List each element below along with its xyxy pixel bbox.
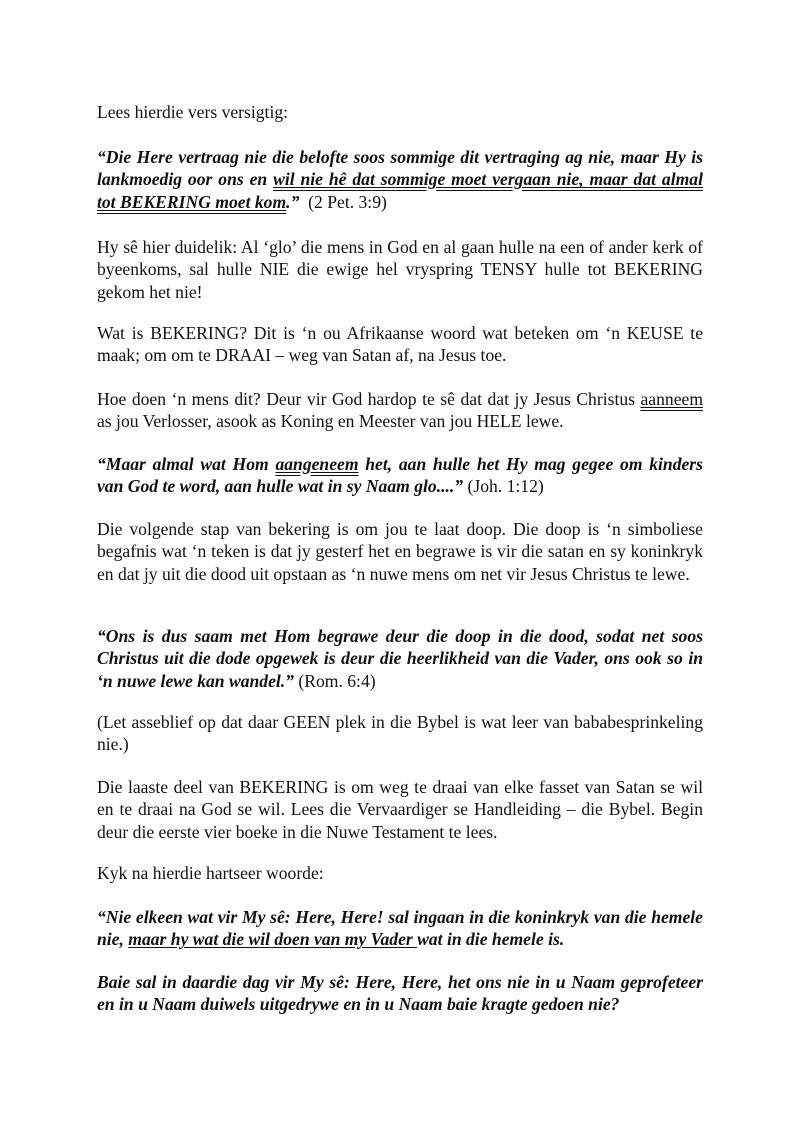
- quote-text: wat in die hemele is.: [417, 929, 565, 950]
- scripture-quote-romans: [97, 625, 703, 692]
- scripture-quote-matthew-1: [97, 906, 703, 951]
- paragraph-definition: Wat is BEKERING? Dit is ‘n ou Afrikaanse woord wat beteken om ‘n KEUSE te maak; om om te DRAAI – weg van Satan af, na Jesus toe.: [97, 323, 703, 366]
- paragraph-note: (Let asseblief op dat daar GEEN plek in die Bybel is wat leer van bababesprinkeling nie.): [97, 712, 703, 755]
- scripture-quote-john: [97, 453, 703, 498]
- quote-text: “Ons is dus saam met Hom begrawe deur die doop in die dood, sodat net soos Christus uit die dode opgewek is deur die heerlikheid van die Vader, ons ook so in ‘n nuwe lewe kan wandel.”: [97, 626, 703, 691]
- scripture-quote-matthew-2: Baie sal in daardie dag vir My sê: Here, Here, het ons nie in u Naam geprofeteer en in u Naam duiwels uitgedrywe en in u Naam baie kragte gedoen nie?: [97, 972, 703, 1015]
- text-segment: as jou Verlosser, asook as Koning en Meester van jou HELE lewe.: [97, 411, 564, 432]
- text-segment: Hoe doen ‘n mens dit? Deur vir God hardop te sê dat dat jy Jesus Christus: [97, 389, 641, 409]
- quote-text: “Nie elkeen wat vir My sê: Here, Here! sal ingaan in die koninkryk van die hemele nie,: [97, 907, 703, 950]
- scripture-quote-2pet: [97, 146, 703, 213]
- quote-text: het, aan hulle het Hy mag gegee om kinders van God te word, aan hulle wat in sy Naam glo....”: [97, 454, 703, 497]
- quote-close: .”: [286, 191, 300, 212]
- paragraph-how: [97, 388, 703, 433]
- paragraph-last-part: Die laaste deel van BEKERING is om weg te draai van elke fasset van Satan se wil en te draai na God se wil. Lees die Vervaardiger se Handleiding – die Bybel. Begin deur die eerste vier boeke in die Nuwe Testament te lees.: [97, 777, 703, 842]
- scripture-reference: (Rom. 6:4): [298, 670, 376, 691]
- scripture-reference: (Joh. 1:12): [467, 476, 544, 497]
- quote-underlined-text: maar hy wat die wil doen van my Vader: [128, 929, 418, 950]
- paragraph-baptism: Die volgende stap van bekering is om jou te laat doop. Die doop is ‘n simboliese begafnis wat ‘n teken is dat jy gesterf het en begrawe is vir die satan en sy koninkryk en dat jy uit die dood uit opstaan as ‘n nuwe mens om net vir Jesus Christus te lewe.: [97, 519, 703, 584]
- quote-underlined-text: wil nie hê dat sommige moet vergaan nie, maar dat almal tot BEKERING moet kom: [97, 169, 703, 212]
- quote-text: “Maar almal wat Hom: [97, 454, 276, 474]
- intro-line: Lees hierdie vers versigtig:: [97, 102, 289, 122]
- paragraph-explanation: Hy sê hier duidelik: Al ‘glo’ die mens in God en al gaan hulle na een of ander kerk of byeenkoms, sal hulle NIE die ewige hel vryspring TENSY hulle tot BEKERING gekom het nie!: [97, 237, 703, 302]
- quote-underlined-text: aangeneem: [275, 454, 359, 474]
- quote-text: “Die Here vertraag nie die belofte soos sommige dit vertraging ag nie, maar Hy is lankmoedig oor ons en: [97, 147, 703, 190]
- scripture-reference: (2 Pet. 3:9): [308, 191, 387, 212]
- paragraph-look: Kyk na hierdie hartseer woorde:: [97, 863, 324, 883]
- underlined-word: aanneem: [640, 389, 703, 409]
